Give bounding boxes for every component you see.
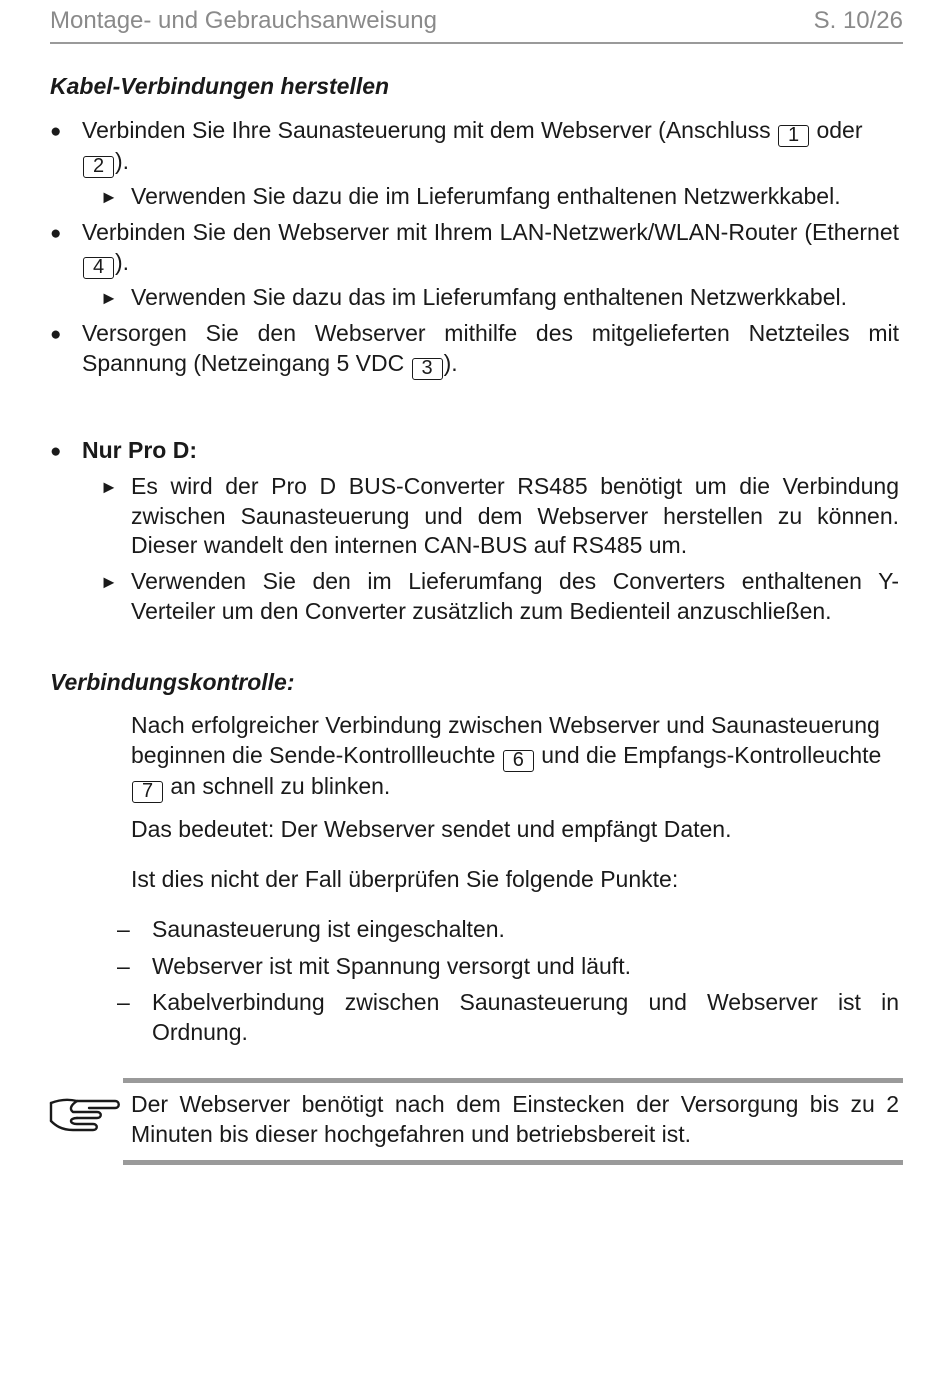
checklist-item: Kabelverbindung zwischen Saunasteuerung und Webserver ist in Ordnung. <box>152 989 899 1045</box>
checklist-item: Saunasteuerung ist eingeschalten. <box>152 916 505 942</box>
port-number-box: 3 <box>412 358 443 380</box>
paragraph-meaning: Das bedeutet: Der Webserver sendet und empfängt Daten. <box>131 816 732 842</box>
bullet-glyph: ● <box>50 324 62 345</box>
paragraph-text: und die Empfangs-Kontrolleuchte <box>541 741 882 768</box>
paragraph-text: an schnell zu blinken. <box>170 772 391 799</box>
port-number-box: 1 <box>778 125 809 147</box>
led-number-box: 7 <box>132 781 163 803</box>
pointing-hand-icon <box>47 1093 121 1145</box>
paragraph-text: Nach erfolgreicher Verbindung zwischen Webserver und Saunasteuerung beginnen die Sende-Kontrollleuchte <box>131 712 880 768</box>
paragraph-leds <box>131 711 899 803</box>
arrow-glyph: ► <box>100 572 118 592</box>
document-title: Montage- und Gebrauchsanweisung <box>50 7 437 34</box>
bullet-text: Verbinden Sie Ihre Saunasteuerung mit dem Webserver (Anschluss <box>82 117 771 143</box>
bullet-text: oder <box>816 117 863 143</box>
bullet-text: ). <box>115 148 130 174</box>
note-top-rule <box>123 1078 903 1083</box>
note-text: Der Webserver benötigt nach dem Einstecken der Versorgung bis zu 2 Minuten bis dieser hochgefahren und betriebsbereit ist. <box>131 1091 899 1147</box>
port-number-box: 2 <box>83 156 114 178</box>
bullet-glyph: ● <box>50 441 62 462</box>
page-number: S. 10/26 <box>813 7 903 34</box>
bullet-item-connect-controller <box>82 116 899 178</box>
note-bottom-rule <box>123 1160 903 1165</box>
bullet-glyph: ● <box>50 223 62 244</box>
port-number-box: 4 <box>83 257 114 279</box>
bullet-glyph: ● <box>50 121 62 142</box>
dash-glyph: – <box>117 989 130 1015</box>
arrow-glyph: ► <box>100 288 118 308</box>
bullet-item-power-supply <box>82 319 899 380</box>
bullet-text: ). <box>115 248 130 275</box>
page-header <box>50 4 903 44</box>
paragraph-checklist-intro: Ist dies nicht der Fall überprüfen Sie folgende Punkte: <box>131 866 679 892</box>
arrow-glyph: ► <box>100 187 118 207</box>
arrow-item-network-cable-2: Verwenden Sie dazu das im Lieferumfang enthaltenen Netzwerkkabel. <box>131 284 847 310</box>
bullet-text: ). <box>443 349 458 376</box>
arrow-glyph: ► <box>100 477 118 497</box>
bullet-item-connect-router <box>82 218 899 279</box>
bullet-text: Verbinden Sie den Webserver mit Ihrem LAN-Netzwerk/WLAN-Router (Ethernet <box>82 219 899 245</box>
section-heading-cable: Kabel-Verbindungen herstellen <box>50 73 390 99</box>
dash-glyph: – <box>117 916 130 942</box>
pro-d-label: Nur Pro D: <box>82 437 197 463</box>
dash-glyph: – <box>117 953 130 979</box>
checklist-item: Webserver ist mit Spannung versorgt und läuft. <box>152 953 631 979</box>
led-number-box: 6 <box>503 750 534 772</box>
arrow-item-network-cable: Verwenden Sie dazu die im Lieferumfang enthaltenen Netzwerkkabel. <box>131 183 841 209</box>
section-heading-check: Verbindungskontrolle: <box>50 669 295 695</box>
arrow-item-bus-converter: Es wird der Pro D BUS-Converter RS485 benötigt um die Verbindung zwischen Saunasteuerung und dem Webserver herstellen zu können. Dieser wandelt den internen CAN-BUS auf RS485 um. <box>131 473 899 558</box>
arrow-item-y-splitter: Verwenden Sie den im Lieferumfang des Converters enthaltenen Y-Verteiler um den Converter zusätzlich zum Bedienteil anzuschließen. <box>131 568 899 624</box>
bullet-text: Versorgen Sie den Webserver mithilfe des mitgelieferten Netzteiles mit Spannung (Netzeingang 5 VDC <box>82 320 899 376</box>
